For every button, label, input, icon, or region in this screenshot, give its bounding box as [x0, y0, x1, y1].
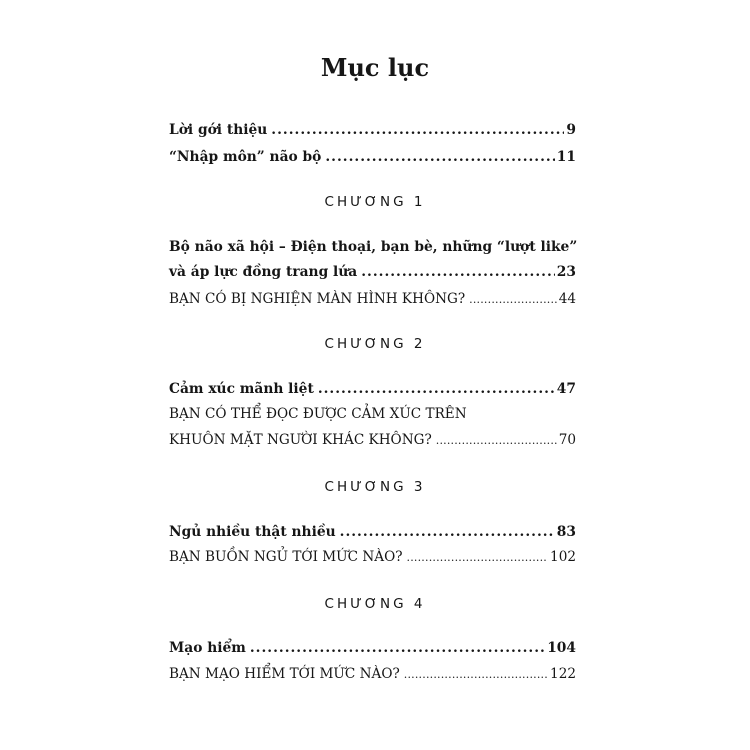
chapter-heading-3: CHƯƠNG 3 — [324, 479, 426, 495]
toc-entry-page: 23 — [556, 264, 576, 280]
toc-entry-page: 104 — [547, 640, 576, 656]
dot-leader — [340, 521, 555, 543]
dot-leader — [361, 261, 555, 283]
page-title: Mục lục — [320, 53, 430, 82]
dot-leader — [436, 430, 557, 452]
chapter-heading-2: CHƯƠNG 2 — [324, 336, 426, 352]
toc-entry-title: “Nhập môn” não bộ — [169, 149, 322, 165]
toc-entry-title: BẠN BUỒN NGỦ TỚI MỨC NÀO? — [169, 549, 403, 565]
toc-entry-title: Ngủ nhiều thật nhiều — [169, 524, 336, 540]
toc-entry-title: Mạo hiểm — [169, 640, 246, 656]
toc-entry-risk-taking[interactable] — [169, 637, 576, 659]
toc-quiz-read-emotions[interactable] — [169, 403, 576, 452]
toc-entry-page: 102 — [550, 549, 576, 565]
toc-entry-title: Lời gới thiệu — [169, 122, 268, 138]
toc-quiz-sleepiness[interactable] — [169, 546, 576, 569]
toc-quiz-risk-level[interactable] — [169, 663, 576, 686]
toc-entry-title: BẠN MẠO HIỂM TỚI MỨC NÀO? — [169, 666, 400, 682]
dot-leader — [250, 637, 545, 659]
toc-entry-page: 83 — [556, 524, 576, 540]
toc-entry-title: BẠN CÓ BỊ NGHIỆN MÀN HÌNH KHÔNG? — [169, 291, 466, 307]
toc-quiz-screen-addiction[interactable] — [169, 288, 576, 311]
toc-entry-page: 47 — [556, 381, 576, 397]
chapter-heading-4: CHƯƠNG 4 — [324, 596, 426, 612]
dot-leader — [271, 119, 564, 141]
dot-leader — [325, 146, 554, 168]
chapter-heading-1: CHƯƠNG 1 — [324, 194, 426, 210]
toc-entry-page: 11 — [556, 149, 576, 165]
dot-leader — [318, 378, 555, 400]
dot-leader — [407, 547, 549, 569]
toc-entry-page: 9 — [566, 122, 576, 138]
toc-entry-page: 70 — [558, 432, 576, 448]
toc-entry-title-line2: và áp lực đồng trang lứa — [169, 264, 358, 280]
toc-entry-title-line1: Bộ não xã hội – Điện thoại, bạn bè, những “lượt like” — [169, 239, 578, 255]
toc-entry-title: Cảm xúc mãnh liệt — [169, 381, 314, 397]
toc-entry-brain-primer[interactable] — [169, 146, 576, 168]
toc-entry-page: 44 — [558, 291, 576, 307]
toc-entry-title-line1: BẠN CÓ THỂ ĐỌC ĐƯỢC CẢM XÚC TRÊN — [169, 406, 467, 422]
toc-entry-intense-emotions[interactable] — [169, 378, 576, 400]
dot-leader — [469, 289, 557, 311]
toc-entry-social-brain[interactable] — [169, 236, 576, 283]
toc-entry-title-line2: KHUÔN MẶT NGƯỜI KHÁC KHÔNG? — [169, 432, 432, 448]
toc-entry-page: 122 — [550, 666, 576, 682]
toc-entry-introduction[interactable] — [169, 119, 576, 141]
dot-leader — [404, 664, 548, 686]
toc-entry-sleep[interactable] — [169, 521, 576, 543]
